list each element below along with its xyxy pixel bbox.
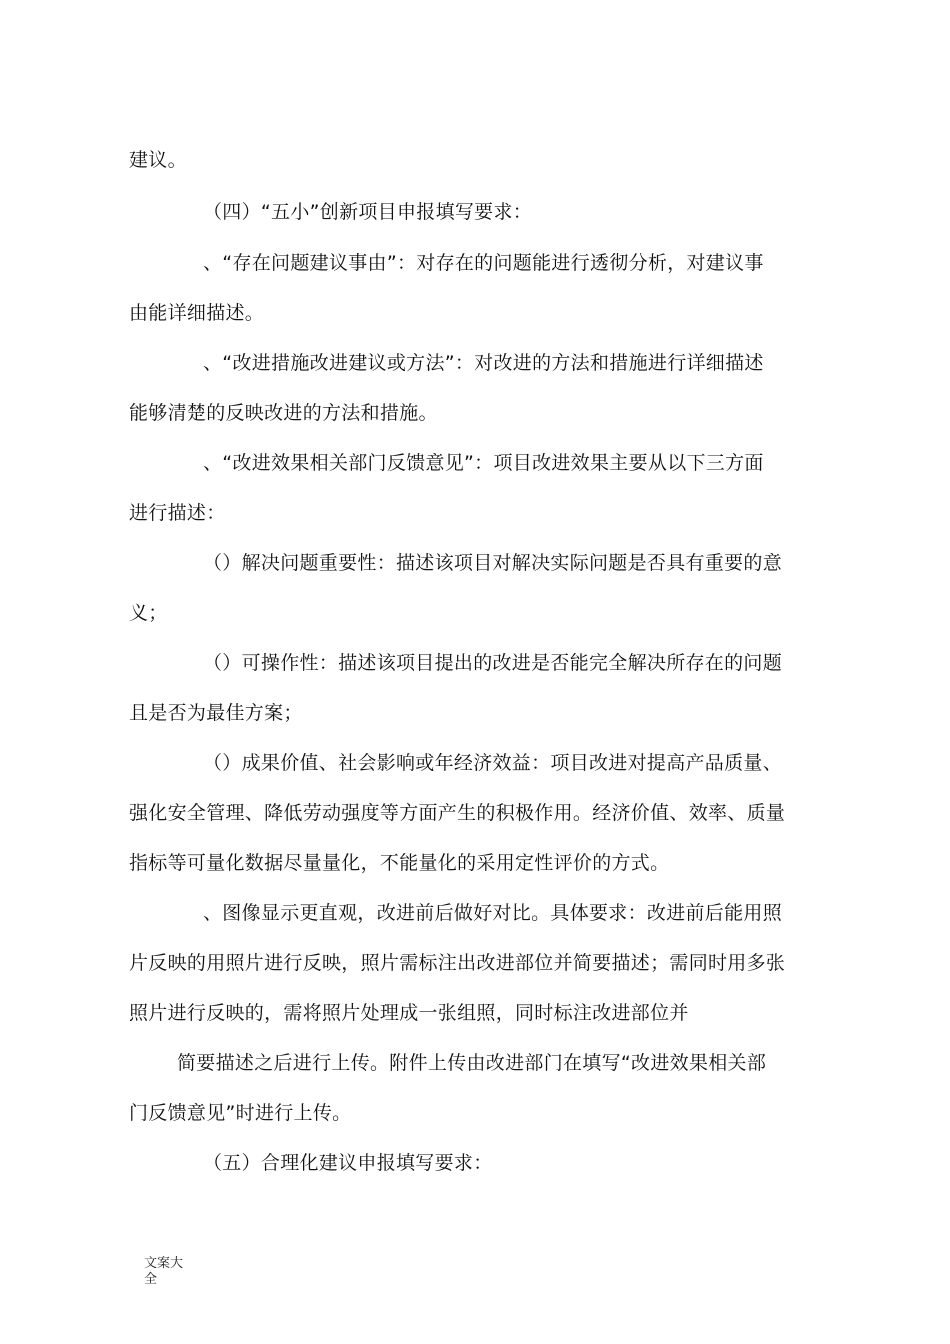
text-line: 进行描述： — [129, 502, 226, 524]
text-line: （）成果价值、社会影响或年经济效益：项目改进对提高产品质量、 — [203, 752, 783, 774]
text-line: 指标等可量化数据尽量量化，不能量化的采用定性评价的方式。 — [129, 852, 670, 874]
text-line: 能够清楚的反映改进的方法和措施。 — [129, 402, 438, 424]
text-line: （）可操作性：描述该项目提出的改进是否能完全解决所存在的问题 — [203, 652, 783, 674]
page-footer: 文案大全 — [144, 1256, 184, 1287]
text-line: 片反映的用照片进行反映，照片需标注出改进部位并简要描述；需同时用多张 — [129, 952, 786, 974]
section-heading: （四）“五小”创新项目申报填写要求： — [203, 201, 533, 223]
text-line: 建议。 — [129, 149, 187, 171]
text-line: 、“改进措施改进建议或方法”：对改进的方法和措施进行详细描述 — [203, 352, 764, 374]
text-line: 由能详细描述。 — [129, 302, 265, 324]
text-line: 、图像显示更直观，改进前后做好对比。具体要求：改进前后能用照 — [203, 902, 783, 924]
text-line: 且是否为最佳方案； — [129, 702, 303, 724]
text-line: （）解决问题重要性：描述该项目对解决实际问题是否具有重要的意 — [203, 552, 783, 574]
text-line: 门反馈意见”时进行上传。 — [129, 1102, 352, 1124]
text-line: 、“存在问题建议事由”：对存在的问题能进行透彻分析，对建议事 — [203, 252, 764, 274]
section-heading: （五）合理化建议申报填写要求： — [203, 1152, 493, 1174]
text-line: 义； — [129, 602, 168, 624]
text-line: 照片进行反映的，需将照片处理成一张组照，同时标注改进部位并 — [129, 1002, 689, 1024]
text-line: 、“改进效果相关部门反馈意见”：项目改进效果主要从以下三方面 — [203, 452, 764, 474]
text-line: 强化安全管理、降低劳动强度等方面产生的积极作用。经济价值、效率、质量 — [129, 802, 786, 824]
text-line: 简要描述之后进行上传。附件上传由改进部门在填写“改进效果相关部 — [177, 1052, 767, 1074]
